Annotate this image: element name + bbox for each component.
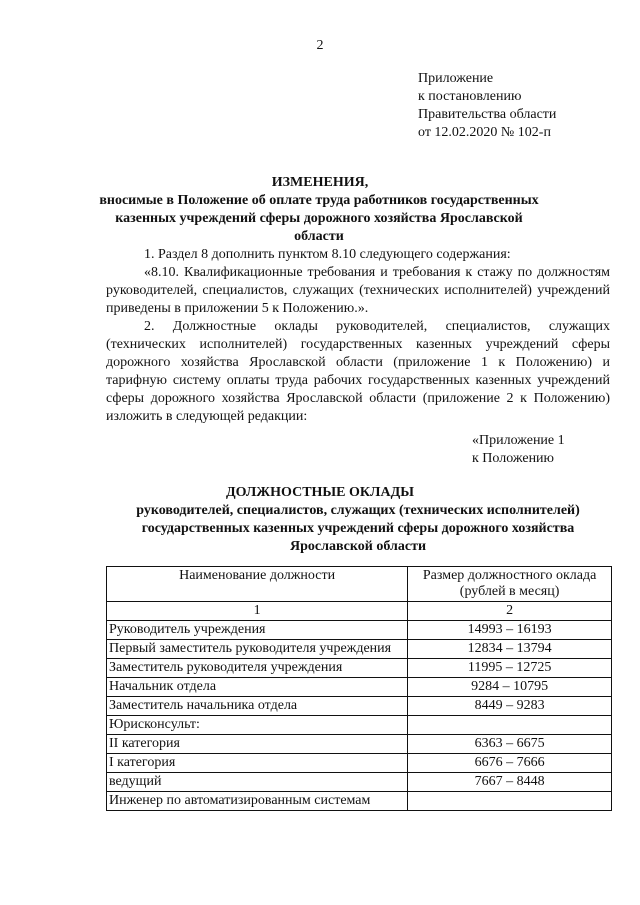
salary-range: 11995 – 12725: [408, 659, 612, 678]
appendix-1-line: «Приложение 1: [472, 433, 565, 448]
table-row: [107, 773, 612, 792]
salary-range: 6676 – 7666: [408, 754, 612, 773]
position-name: Заместитель руководителя учреждения: [107, 659, 408, 678]
changes-subtitle: вносимые в Положение об оплате труда работников государственных казенных учреждений сферы дорожного хозяйства Ярославской области: [99, 193, 539, 244]
page-number: 2: [316, 38, 324, 53]
table-row: [107, 716, 612, 735]
salary-range: 8449 – 9283: [408, 697, 612, 716]
salaries-title: ДОЛЖНОСТНЫЕ ОКЛАДЫ: [226, 485, 414, 500]
position-name: Заместитель начальника отдела: [107, 697, 408, 716]
salaries-subtitle: руководителей, специалистов, служащих (технических исполнителей) государственных казенных учреждений сферы дорожного хозяйства Ярославской области: [136, 503, 580, 554]
paragraph-3: 2. Должностные оклады руководителей, специалистов, служащих (технических исполнителей) государственных казенных учреждений сферы дорожного хозяйства Ярославской области (приложение 1 к Положению) и тарифную систему оплаты труда рабочих государственных казенных учреждений сферы дорожного хозяйства Ярославской области (приложение 2 к Положению) изложить в следующей редакции:: [106, 319, 610, 424]
header-position: Наименование должности: [107, 567, 408, 602]
salary-range: 14993 – 16193: [408, 621, 612, 640]
table-header-row: [107, 567, 612, 602]
column-number-row: [107, 602, 612, 621]
salary-range: [408, 716, 612, 735]
salary-range: 7667 – 8448: [408, 773, 612, 792]
appendix-line: Приложение: [418, 71, 494, 86]
appendix-line: Правительства области: [418, 107, 557, 122]
salary-range: 6363 – 6675: [408, 735, 612, 754]
column-number: 2: [408, 602, 612, 621]
paragraph-2: «8.10. Квалификационные требования и требования к стажу по должностям руководителей, специалистов, служащих (технических исполнителей) учреждений приведены в приложении 5 к Положению.».: [106, 265, 610, 316]
table-row: [107, 735, 612, 754]
table-row: [107, 697, 612, 716]
changes-title: ИЗМЕНЕНИЯ,: [271, 175, 369, 190]
position-name: Руководитель учреждения: [107, 621, 408, 640]
table-row: [107, 659, 612, 678]
appendix-1-line: к Положению: [472, 451, 555, 466]
salary-range: 12834 – 13794: [408, 640, 612, 659]
appendix-1-reference: [472, 432, 565, 468]
column-number: 1: [107, 602, 408, 621]
salary-range: [408, 792, 612, 811]
appendix-line: от 12.02.2020 № 102-п: [418, 125, 551, 140]
position-name: I категория: [107, 754, 408, 773]
table-row: [107, 621, 612, 640]
table-row: [107, 754, 612, 773]
position-name: Начальник отдела: [107, 678, 408, 697]
paragraph-1: 1. Раздел 8 дополнить пунктом 8.10 следующего содержания:: [144, 247, 511, 262]
table-row: [107, 792, 612, 811]
appendix-line: к постановлению: [418, 89, 522, 104]
position-name: II категория: [107, 735, 408, 754]
table-row: [107, 640, 612, 659]
header-salary: Размер должностного оклада (рублей в месяц): [408, 567, 612, 602]
body-text: [106, 246, 610, 426]
position-name: Первый заместитель руководителя учреждения: [107, 640, 408, 659]
table-row: [107, 678, 612, 697]
position-name: ведущий: [107, 773, 408, 792]
salary-table: [106, 566, 612, 811]
salary-range: 9284 – 10795: [408, 678, 612, 697]
position-name: Инженер по автоматизированным системам: [107, 792, 408, 811]
appendix-reference: [418, 70, 556, 142]
position-name: Юрисконсульт:: [107, 716, 408, 735]
